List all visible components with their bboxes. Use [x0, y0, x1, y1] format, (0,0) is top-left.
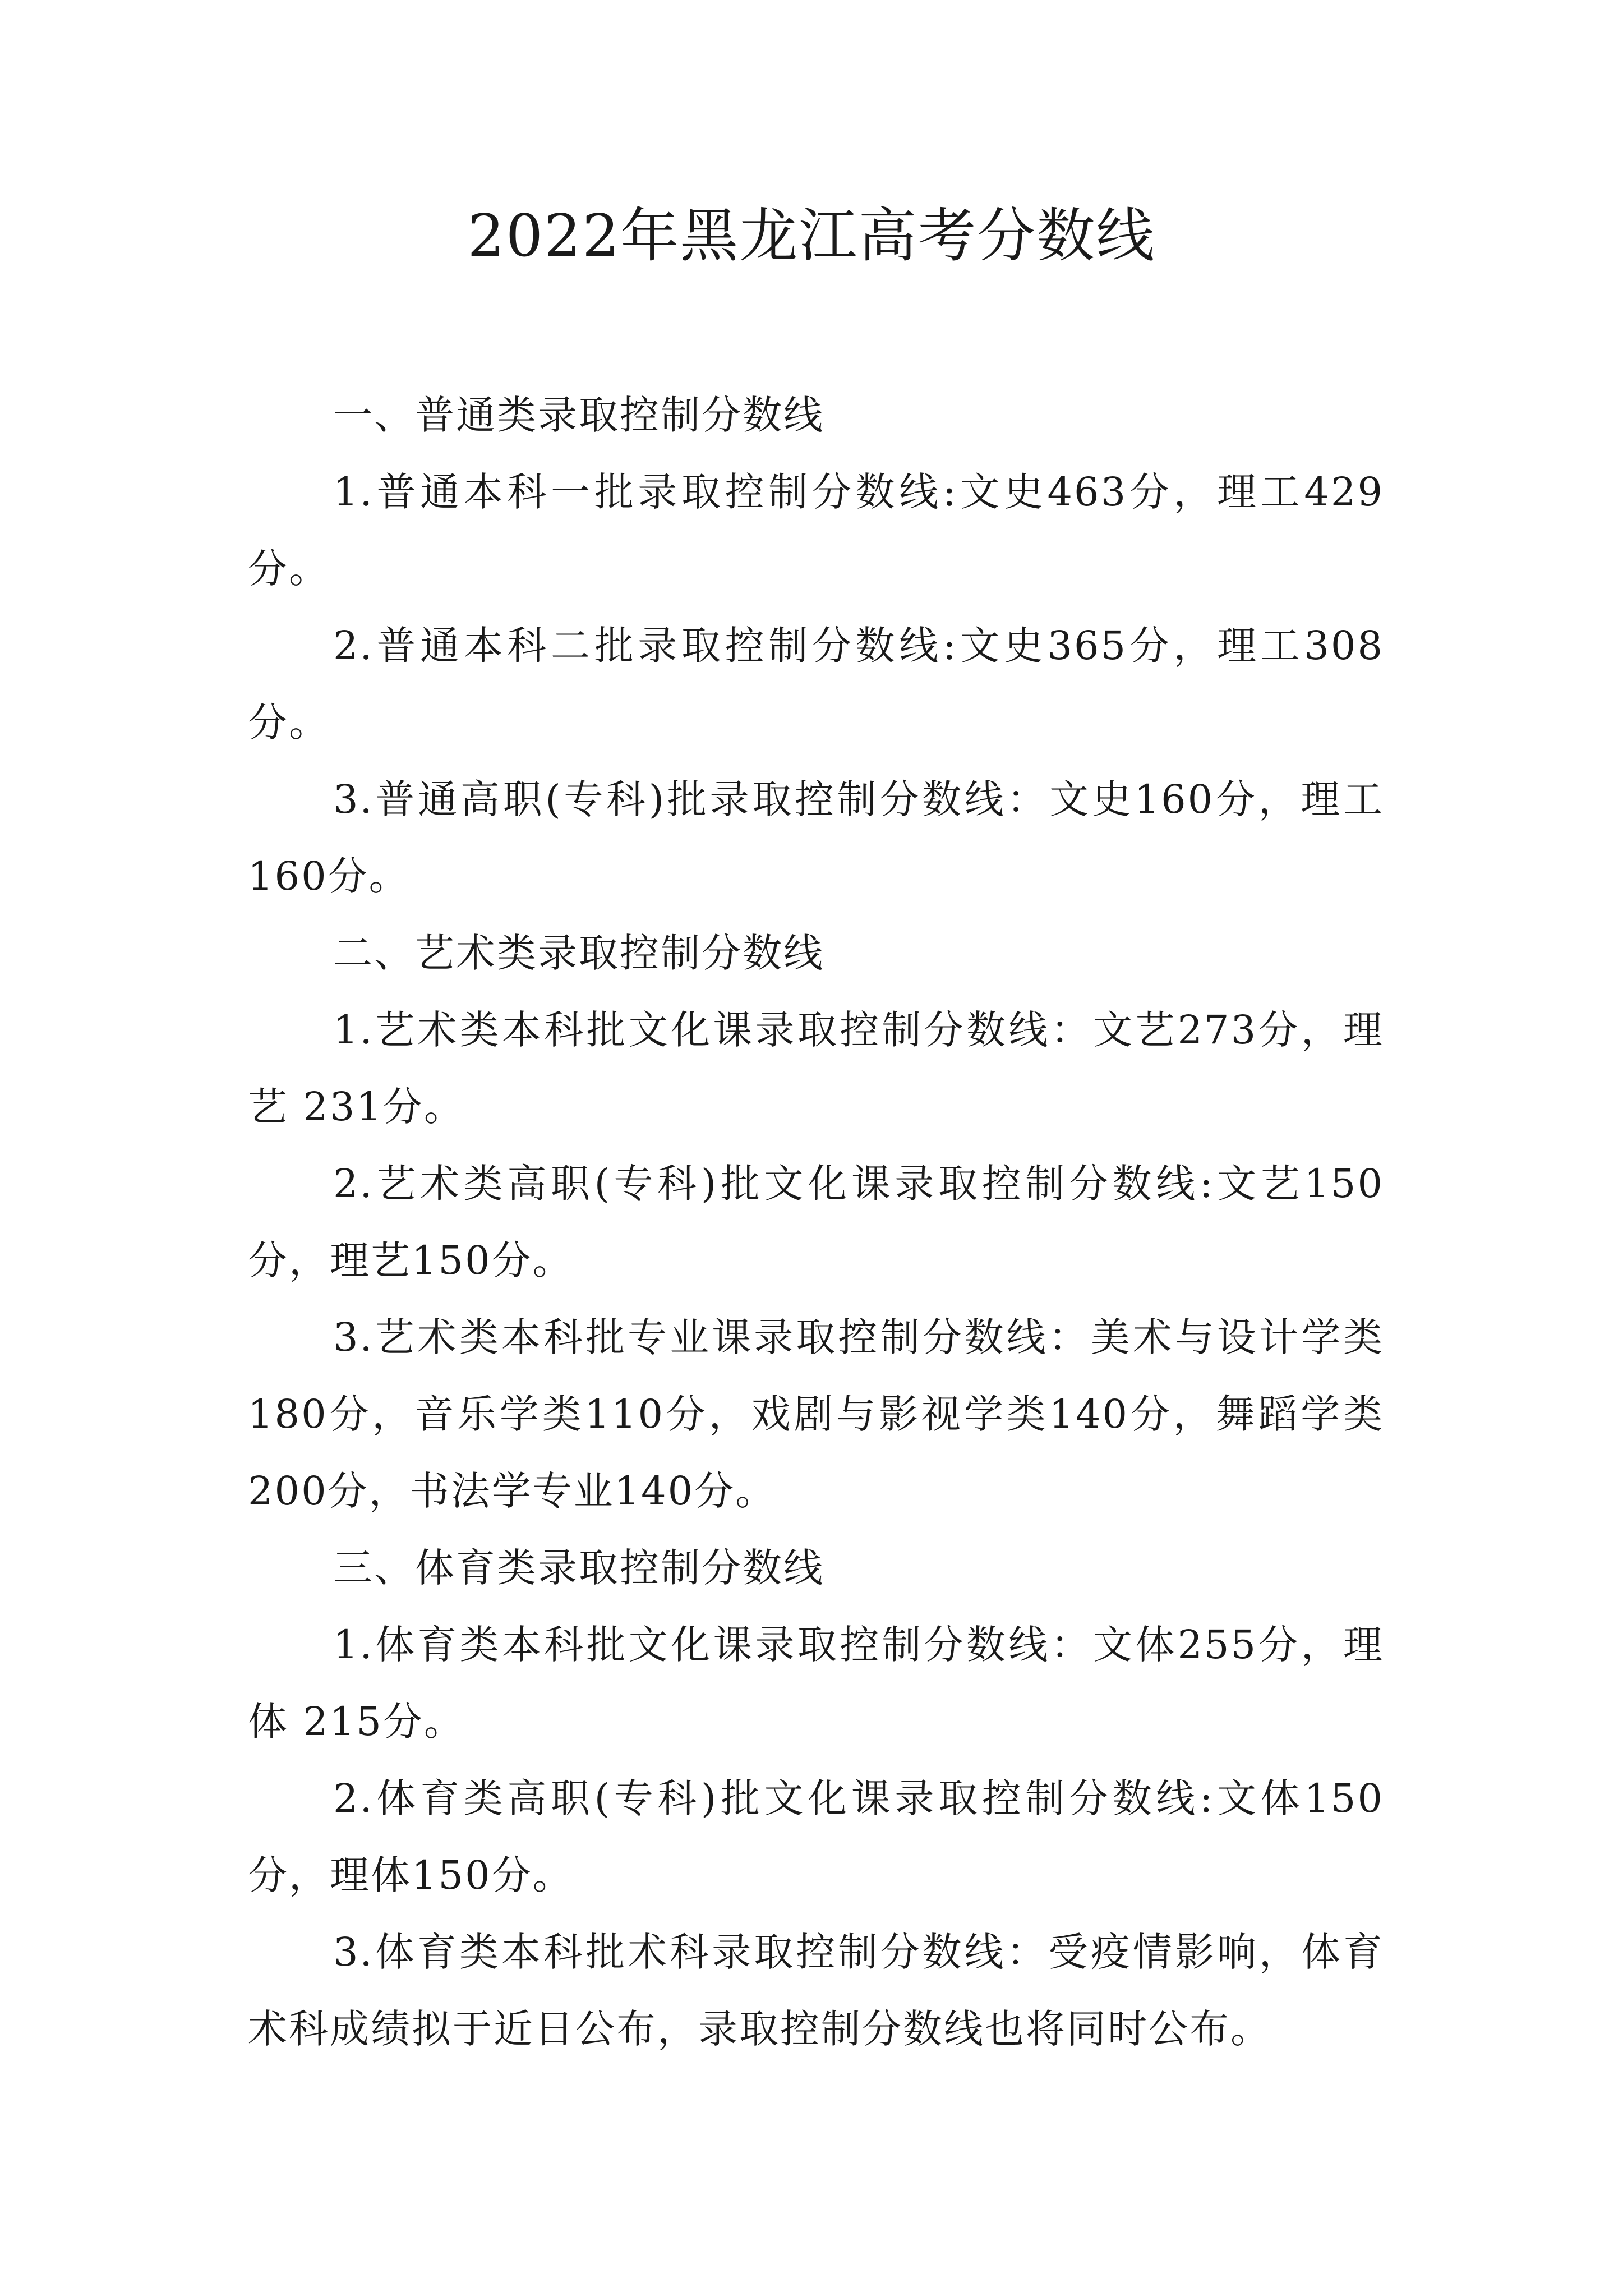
- section-heading-art: 二、艺术类录取控制分数线: [333, 930, 824, 976]
- section-heading-sports: 三、体育类录取控制分数线: [333, 1545, 824, 1591]
- paragraph-sports-undergrad-skill: 3.体育类本科批术科录取控制分数线：受疫情影响，体育术科成绩拟于近日公布，录取控制分数线也将同时公布。: [248, 1929, 1384, 2052]
- document-title: 2022年黑龙江高考分数线: [467, 201, 1156, 270]
- paragraph-art-undergrad-major: 3.艺术类本科批专业课录取控制分数线：美术与设计学类180分，音乐学类110分，戏剧与影视学类140分，舞蹈学类200分，书法学专业140分。: [248, 1314, 1384, 1514]
- document-body: [248, 377, 1384, 2068]
- paragraph-sports-vocational-culture: 2.体育类高职(专科)批文化课录取控制分数线:文体150分，理体150分。: [248, 1775, 1384, 1898]
- paragraph-art-vocational-culture: 2.艺术类高职(专科)批文化课录取控制分数线:文艺150分，理艺150分。: [248, 1161, 1384, 1283]
- paragraph-general-batch-2: 2.普通本科二批录取控制分数线:文史365分，理工308分。: [248, 623, 1384, 746]
- paragraph-general-batch-1: 1.普通本科一批录取控制分数线:文史463分，理工429分。: [248, 469, 1384, 592]
- paragraph-sports-undergrad-culture: 1.体育类本科批文化课录取控制分数线：文体255分，理体 215分。: [248, 1622, 1384, 1745]
- paragraph-art-undergrad-culture: 1.艺术类本科批文化课录取控制分数线：文艺273分，理艺 231分。: [248, 1007, 1384, 1130]
- section-heading-general: 一、普通类录取控制分数线: [333, 392, 824, 438]
- paragraph-general-vocational: 3.普通高职(专科)批录取控制分数线：文史160分，理工160分。: [248, 776, 1384, 899]
